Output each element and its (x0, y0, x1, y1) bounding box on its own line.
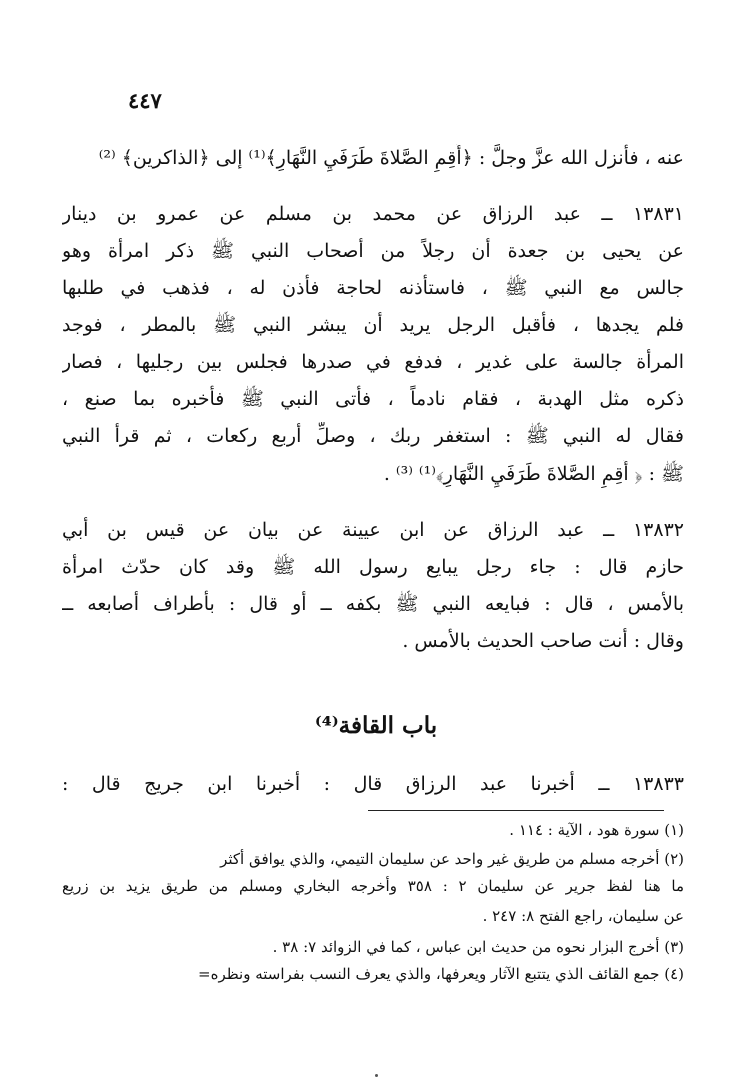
page-speck (375, 1074, 378, 1077)
hadith-13832-line: بالأمس ، قال : فبايعه النبي ﷺ بكفه ــ أو قال : بأطراف أصابعه ــ (62, 593, 684, 615)
hadith-13831-line: ﷺ : ﴿ أَقِمِ الصَّلاةَ طَرَفَيِ النَّهَارِ﴾⁽¹⁾ ⁽³⁾ . (383, 463, 684, 485)
hadith-13833-line: ١٣٨٣٣ ــ أخبرنا عبد الرزاق قال : أخبرنا ابن جريج قال : (62, 773, 684, 795)
hadith-13832-line: وقال : أنت صاحب الحديث بالأمس . (402, 630, 684, 652)
footnote: (١) سورة هود ، الآية : ١١٤ . (509, 821, 684, 839)
footnote-continuation: ما هنا لفظ جرير عن سليمان ٢ : ٣٥٨ وأخرجه البخاري ومسلم من طريق يزيد بن زريع (62, 877, 684, 895)
chapter-heading: باب القافة⁽⁴⁾ (314, 712, 438, 739)
hadith-13831-line: فلم يجدها ، فأقبل الرجل يريد أن يبشر النبي ﷺ بالمطر ، فوجد (62, 314, 684, 336)
hadith-13831-line: فقال له النبي ﷺ : استغفر ربك ، وصلِّ أربع ركعات ، ثم قرأ النبي (62, 425, 684, 447)
hadith-13832-line: حازم قال : جاء رجل يبايع رسول الله ﷺ وقد كان حدّث امرأة (62, 556, 684, 578)
intro-line: عنه ، فأنزل الله عزَّ وجلَّ : ﴿أَقِمِ الصَّلاةَ طَرَفَيِ النَّهَارِ﴾⁽¹⁾ إلى ﴿الذاكرين﴾ ⁽²⁾ (98, 147, 684, 169)
hadith-13831-line: المرأة جالسة على غدير ، فدفع في صدرها فجلس بين رجليها ، فصار (62, 351, 684, 373)
hadith-13831-line: عن يحيى بن جعدة أن رجلاً من أصحاب النبي ﷺ ذكر امرأة وهو (62, 240, 684, 262)
footnote-divider (368, 810, 664, 811)
footnote: (٤) جمع القائف الذي يتتبع الآثار ويعرفها، والذي يعرف النسب بفراسته ونظره= (198, 965, 684, 983)
footnote-continuation: عن سليمان، راجع الفتح ٨: ٢٤٧ . (482, 907, 684, 925)
page-number: ٤٤٧ (128, 88, 162, 113)
hadith-13831-line: ذكره مثل الهدبة ، فقام نادماً ، فأتى النبي ﷺ فأخبره بما صنع ، (62, 388, 684, 410)
hadith-13831-line: جالس مع النبي ﷺ ، فاستأذنه لحاجة فأذن له ، فذهب في طلبها (62, 277, 684, 299)
hadith-13831-line: ١٣٨٣١ ــ عبد الرزاق عن محمد بن مسلم عن عمرو بن دينار (62, 203, 684, 225)
hadith-13832-line: ١٣٨٣٢ ــ عبد الرزاق عن ابن عيينة عن بيان عن قيس بن أبي (62, 519, 684, 541)
footnote: (٣) أخرج البزار نحوه من حديث ابن عباس ، كما في الزوائد ٧: ٣٨ . (272, 938, 684, 956)
footnote: (٢) أخرجه مسلم من طريق غير واحد عن سليمان التيمي، والذي يوافق أكثر (220, 850, 684, 868)
